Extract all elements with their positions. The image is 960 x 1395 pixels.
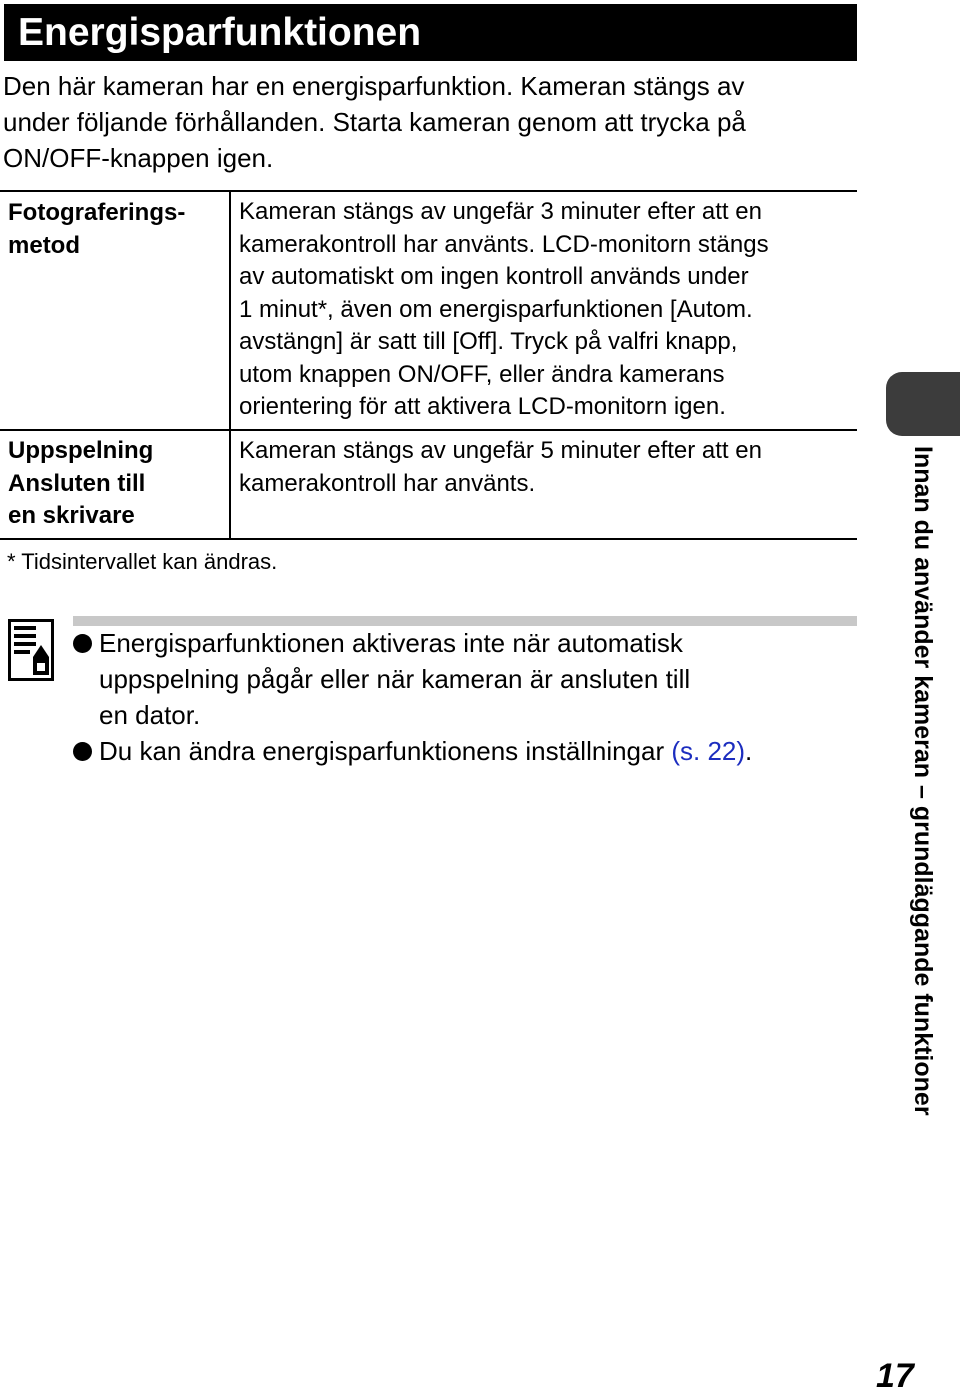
intro-paragraph [3,68,853,176]
table-cell-mode-shooting [8,197,185,262]
description-line: utom knappen ON/OFF, eller ändra kamerans [239,360,725,388]
table-top-border [0,190,857,192]
note-text: Du kan ändra energisparfunktionens inställningar [99,736,672,766]
table-row-divider [0,429,857,431]
intro-line: ON/OFF-knappen igen. [3,143,274,173]
note-line [99,733,853,769]
mode-label-line: metod [8,231,80,259]
intro-line: under följande förhållanden. Starta kameran genom att trycka på [3,107,746,137]
mode-label-line: Fotograferings- [8,199,186,226]
description-line: Kameran stängs av ungefär 5 minuter efter att en [239,437,762,464]
table-cell-description-shooting [239,196,769,424]
description-line: orientering för att aktivera LCD-monitorn igen. [239,393,726,420]
chapter-tab [886,372,960,436]
note-list [73,625,853,769]
description-line: av automatiskt om ingen kontroll används under [239,263,749,290]
footnote: * Tidsintervallet kan ändras. [7,549,278,574]
description-line: avstängn] är satt till [Off]. Tryck på valfri knapp, [239,328,738,355]
memo-icon [8,619,54,681]
title-bar [4,4,857,61]
mode-label-line: Uppspelning [8,437,154,464]
list-item [73,625,853,733]
page-title: Energisparfunktionen [18,11,422,54]
table-bottom-border [0,538,857,540]
description-line: 1 minut*, även om energisparfunktionen [Autom. [239,295,753,323]
bullet-icon [73,634,92,653]
table-cell-description-playback [239,435,762,500]
note-line: en dator. [99,700,201,730]
bullet-icon [73,742,92,761]
page-number: 17 [876,1357,914,1395]
note-line: uppspelning pågår eller när kameran är ansluten till [99,664,691,694]
page-reference-link[interactable]: (s. 22) [671,736,746,766]
note-line: Energisparfunktionen aktiveras inte när automatisk [99,628,683,658]
mode-label-line: Ansluten till [8,469,146,497]
description-line: kamerakontroll har använts. LCD-monitorn stängs [239,230,769,258]
table-cell-mode-playback [8,435,153,533]
intro-line: Den här kameran har en energisparfunktion. Kameran stängs av [3,71,745,101]
description-line: kamerakontroll har använts. [239,469,536,497]
list-item [73,733,853,769]
note-text-end: . [745,736,753,766]
mode-label-line: en skrivare [8,502,135,529]
table-column-divider [229,190,231,540]
chapter-tab-label: Innan du använder kameran – grundläggande funktioner [909,446,937,1116]
description-line: Kameran stängs av ungefär 3 minuter efter att en [239,198,762,225]
